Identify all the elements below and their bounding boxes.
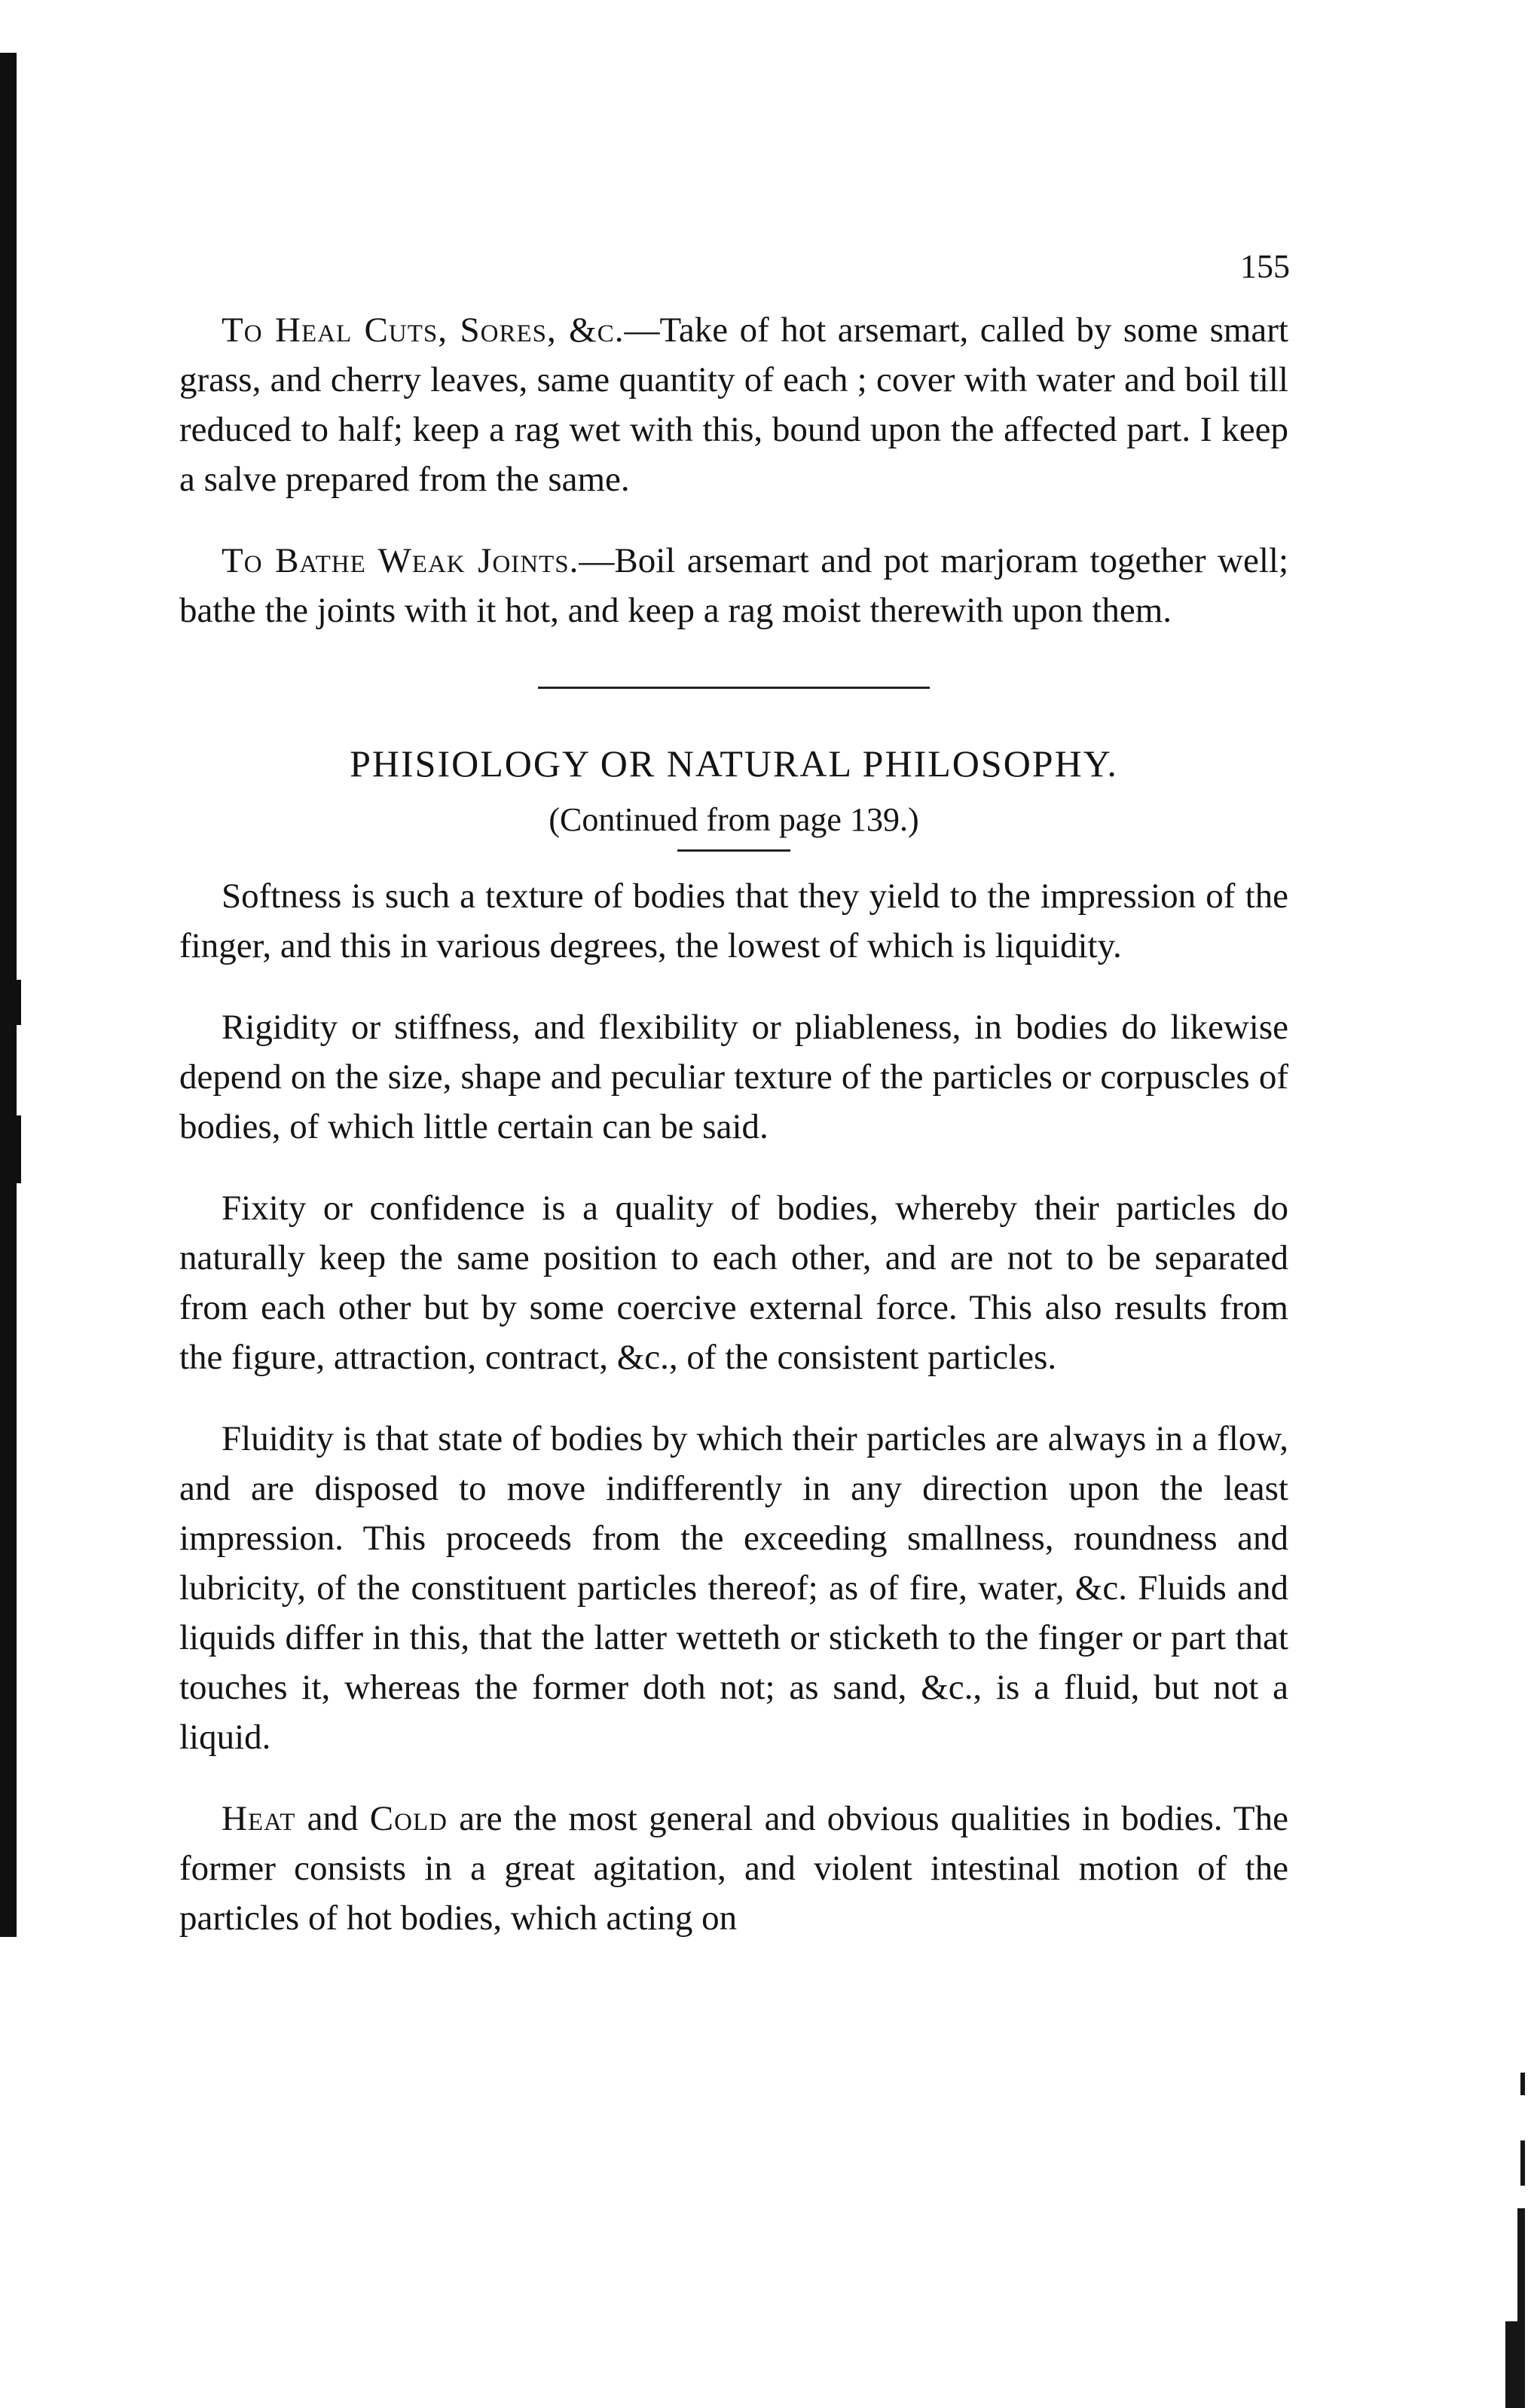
paragraph-text: Softness is such a texture of bodies that they yield to the impression of the finger, and this in various degrees, the lowest of which is liquidity. [179,877,1288,965]
paragraph-text: Fixity or confidence is a quality of bodies, whereby their particles do naturally keep the same position to each other, and are not to be separated from each other but by some coercive external force. This also results from the figure, attraction, contract, &c., of the consistent particles. [179,1189,1288,1377]
paragraph-heading: Cold [369,1799,448,1838]
page-number: 155 [1240,248,1290,285]
scan-edge-shadow [0,53,17,1937]
paragraph-text: Fluidity is that state of bodies by which their particles are always in a flow, and are disposed to move indifferently in any direction upon the least impression. This proceeds from the exceeding smallness, roundness and lubricity, of the constituent particles thereof; as of fire, water, &c. Fluids and liquids differ in this, that the latter wetteth or sticketh to the finger or part that touches it, whereas the former doth not; as sand, &c., is a fluid, but not a liquid. [179,1419,1288,1757]
scan-edge-tick [17,1115,21,1183]
paragraph-fixity [179,1183,1288,1382]
paragraph-text: Rigidity or stiffness, and flexibility or pliableness, in bodies do likewise depend on the size, shape and peculiar texture of the particles or corpuscles of bodies, of which little certain can be said. [179,1008,1288,1146]
section-divider [538,687,930,689]
recipe-heal-cuts [179,305,1288,504]
paragraph-connector: and [295,1799,370,1838]
text-column [179,305,1288,1975]
section-subtitle: (Continued from page 139.) [549,801,919,838]
paragraph-rigidity [179,1002,1288,1152]
paragraph-heat-cold [179,1794,1288,1943]
right-margin-smudges [1478,2073,1531,2408]
paragraph-heading: Heat [222,1799,296,1838]
recipe-text: —Take of hot arsemart, called by some smart grass, and cherry leaves, same quantity of each ; cover with water and boil till reduced to half; keep a rag wet with this, bound upon the affected part. I keep a salve prepared from the same. [179,311,1288,499]
recipe-bathe-joints [179,536,1288,635]
recipe-text: —Boil arsemart and pot marjoram together well; bathe the joints with it hot, and keep a rag moist therewith upon them. [179,541,1289,630]
paragraph-text: are the most general and obvious qualities in bodies. The former consists in a great agitation, and violent intestinal motion of the particles of hot bodies, which acting on [179,1799,1288,1938]
scan-edge-tick [17,980,21,1025]
paragraph-fluidity [179,1414,1288,1762]
paragraph-softness [179,871,1288,971]
recipe-heading: To Bathe Weak Joints. [222,541,579,580]
recipe-heading: To Heal Cuts, Sores, &c. [222,311,625,350]
subtitle-rule [677,849,790,852]
section-title: PHISIOLOGY OR NATURAL PHILOSOPHY. [350,742,1118,785]
